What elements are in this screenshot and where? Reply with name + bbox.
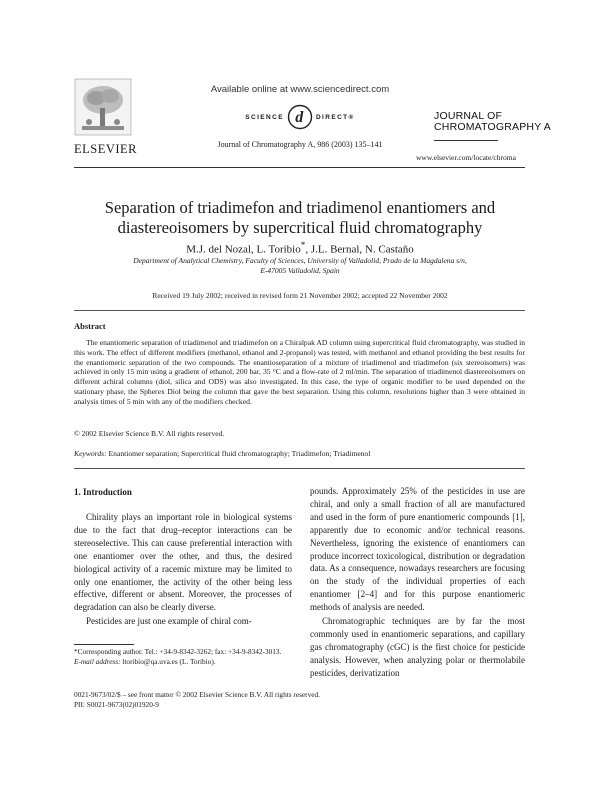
authors-first: M.J. del Nozal, L. Toribio <box>186 243 301 256</box>
email-line <box>74 657 292 667</box>
publisher-name: ELSEVIER <box>74 142 138 156</box>
abstract-heading: Abstract <box>74 321 106 331</box>
sciencedirect-right-text: DIRECT <box>315 113 349 121</box>
journal-name-line2: CHROMATOGRAPHY A <box>434 121 551 133</box>
abstract-text: The enantiomeric separation of triadimenol and triadimefon on a Chiralpak AD column using supercritical fluid chromatography, was studied in this work. The effect of different modifiers (methanol, ethanol and 2-propanol) was tested, with methanol and ethanol providing the best results for the enantiomeric separation of the two compounds. The enantioseparation of a mixture of triadimenol and triadimefon (six stereoisomers) was achieved in only 15 min using a gradient of ethanol, 200 bar, 35 °C and a flow-rate of 2 ml/min. The separation of triadimenol diastereoisomers on different achiral columns (diol, silica and ODS) was also investigated. In this case, the type of organic modifier to be used depended on the stationary phase, the Spherex Diol being the column that gave the best separation. Using this column, resolutions higher than 3 were obtained in analysis times of 5 min with any of the modifiers checked. <box>74 338 525 406</box>
journal-url-link[interactable]: www.elsevier.com/locate/chroma <box>416 153 516 162</box>
body-column-left <box>74 511 292 629</box>
body-column-right <box>310 485 525 681</box>
sciencedirect-left-text: SCIENCE <box>245 113 284 121</box>
journal-name <box>434 111 551 133</box>
abstract-copyright: © 2002 Elsevier Science B.V. All rights reserved. <box>74 429 225 438</box>
article-title <box>80 198 520 238</box>
journal-name-line1: JOURNAL OF <box>434 110 503 122</box>
paragraph: Chromatographic techniques are by far the most commonly used in enantiomeric separations, and capillary gas chromatography (cGC) is the first choice for pesticide analysis. However, when analyzing polar or thermolabile pesticides, derivatization <box>310 616 525 678</box>
front-matter-info <box>74 690 320 710</box>
header-divider <box>74 167 525 168</box>
article-title-line1: Separation of triadimefon and triadimenol enantiomers and <box>104 198 496 217</box>
abstract-body <box>74 338 525 407</box>
abstract-bottom-divider <box>74 468 525 469</box>
affiliation-line1: Department of Analytical Chemistry, Faculty of Sciences, University of Valladolid, Prado de la Magdalena s/n, <box>133 256 467 265</box>
footnote-divider <box>74 644 134 645</box>
paragraph: Chirality plays an important role in biological systems due to the fact that drug–receptor interactions can be stereoselective. This can cause preferential interaction with one enantiomer over the other, and thus, the desired biological activity of a racemic mixture may be limited to only one enantiomer, the activity of the other being less effective, different or absent. Moreover, the processes of degradation can also be clearly diverse. <box>74 512 292 613</box>
issn-line: 0021-9673/02/$ – see front matter © 2002 Elsevier Science B.V. All rights reserved. <box>74 690 320 699</box>
paragraph: pounds. Approximately 25% of the pesticides in use are chiral, and only a small fraction of all are manufactured and used in the form of pure enantiomeric compounds [1], apparently due to economic and/or technical reasons. Nevertheless, ignoring the existence of enantiomers can produce incorrect toxicological, distribution or degradation data. As a consequence, nowadays researchers are focusing on the study of the individual properties of each enantiomer [2–4] and for this purpose enantiomeric methods of analysis are needed. <box>310 486 525 613</box>
abstract-top-divider <box>74 310 525 311</box>
keywords-label: Keywords: <box>74 449 107 458</box>
journal-citation: Journal of Chromatography A, 986 (2003) 135–141 <box>217 140 383 149</box>
journal-name-rule <box>434 140 498 141</box>
author-list <box>0 240 600 256</box>
affiliation-line2: E-47005 Valladolid, Spain <box>260 266 340 275</box>
paragraph: Pesticides are just one example of chiral com- <box>86 616 252 627</box>
email-address-link[interactable]: ltoribio@qa.uva.es (L. Toribio). <box>122 657 216 666</box>
keywords <box>74 449 370 458</box>
corresponding-author-note: *Corresponding author. Tel.: +34-9-8342-3262; fax: +34-9-8342-3013. <box>74 647 282 656</box>
affiliation <box>90 256 510 276</box>
footnote <box>74 647 292 667</box>
svg-text:d: d <box>295 109 305 126</box>
received-dates: Received 19 July 2002; received in revised form 21 November 2002; accepted 22 November 2002 <box>152 291 448 300</box>
available-online-text: Available online at www.sciencedirect.com <box>210 84 390 95</box>
corresponding-author-mark[interactable]: * <box>300 240 306 250</box>
keywords-list: Enantiomer separation; Supercritical fluid chromatography; Triadimefon; Triadimenol <box>108 449 371 458</box>
email-label: E-mail address: <box>74 657 121 666</box>
authors-rest: , J.L. Bernal, N. Castaño <box>305 243 414 256</box>
sciencedirect-at-icon <box>287 104 313 130</box>
section-heading-introduction: 1. Introduction <box>74 487 132 497</box>
sciencedirect-mark: ® <box>348 113 355 121</box>
pii-line: PII: S0021-9673(02)01920-9 <box>74 700 159 709</box>
article-title-line2: diastereoisomers by supercritical fluid chromatography <box>117 218 483 237</box>
